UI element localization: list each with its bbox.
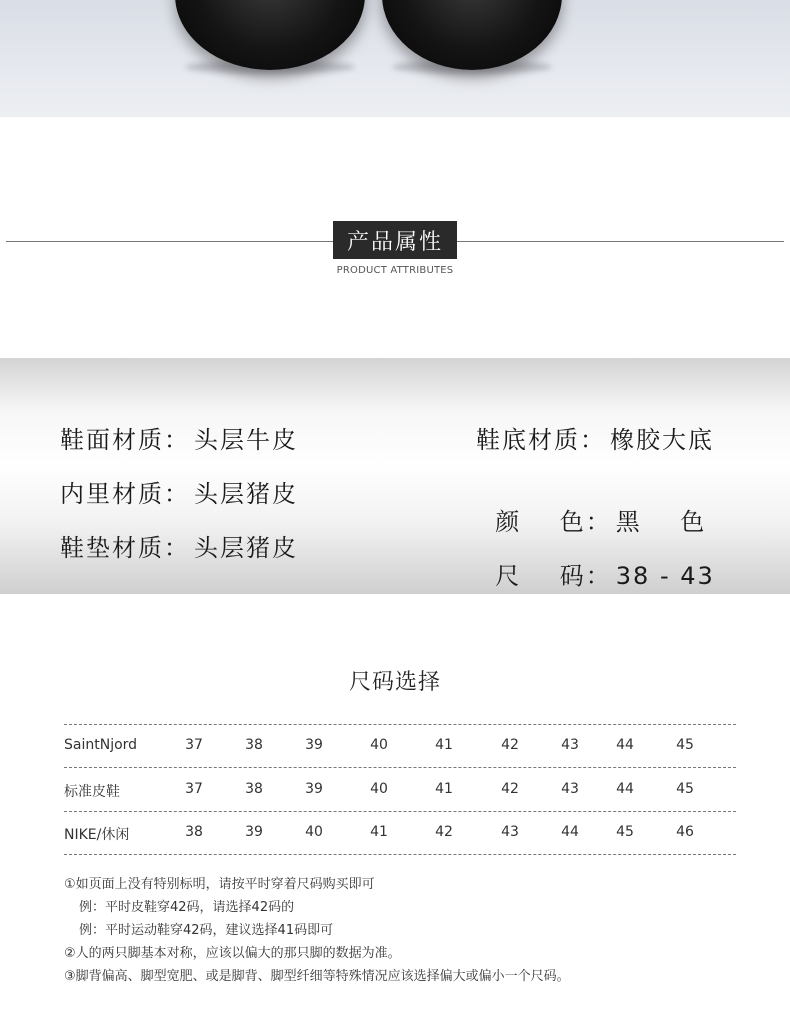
size-notes: [64, 873, 570, 988]
attr-label: 鞋垫材质：: [60, 534, 190, 562]
size-section-title: 尺码选择: [348, 670, 441, 695]
attributes-title: 产品属性: [333, 221, 457, 259]
shoe-left-image: [175, 0, 365, 70]
attr-value: 头层猪皮: [194, 534, 298, 562]
size-cell: 42: [435, 824, 453, 840]
size-cell: 38: [245, 781, 263, 797]
attr-upper-material: [60, 420, 298, 455]
attr-value: 黑 色: [615, 508, 707, 536]
attr-value: 头层猪皮: [194, 480, 298, 508]
size-cell: 37: [185, 781, 203, 797]
size-cell: 40: [370, 737, 388, 753]
size-cell: 43: [561, 781, 579, 797]
size-cell: 45: [676, 737, 694, 753]
attr-value: 头层牛皮: [194, 426, 298, 454]
size-cell: 38: [245, 737, 263, 753]
size-cell: 45: [616, 824, 634, 840]
attr-label: 颜 色：: [495, 508, 612, 536]
size-row-label: NIKE/休闲: [64, 827, 130, 843]
table-divider: [64, 724, 736, 725]
size-cell: 41: [435, 781, 453, 797]
note-line: 例：平时运动鞋穿42码，建议选择41码即可: [79, 923, 334, 938]
note-line: ③脚背偏高、脚型宽肥、或是脚背、脚型纤细等特殊情况应该选择偏大或偏小一个尺码。: [64, 969, 570, 984]
attr-label: 鞋面材质：: [60, 426, 190, 454]
attr-label: 内里材质：: [60, 480, 190, 508]
size-row-label: SaintNjord: [64, 737, 138, 753]
size-cell: 46: [676, 824, 694, 840]
attr-label: 鞋底材质：: [476, 426, 606, 454]
size-row-nike: [0, 824, 790, 846]
attr-sole-material: [476, 420, 714, 455]
size-cell: 45: [676, 781, 694, 797]
attr-size-range: [476, 528, 715, 591]
size-cell: 43: [561, 737, 579, 753]
size-cell: 42: [501, 781, 519, 797]
shoe-right-image: [382, 0, 562, 70]
size-cell: 40: [370, 781, 388, 797]
size-cell: 41: [370, 824, 388, 840]
size-cell: 38: [185, 824, 203, 840]
attributes-subtitle: PRODUCT ATTRIBUTES: [336, 265, 454, 276]
size-cell: 39: [245, 824, 263, 840]
note-line: ②人的两只脚基本对称，应该以偏大的那只脚的数据为准。: [64, 946, 401, 961]
note-line: 例：平时皮鞋穿42码，请选择42码的: [79, 900, 295, 915]
product-photo: [0, 0, 790, 117]
size-cell: 41: [435, 737, 453, 753]
attr-lining-material: [60, 474, 298, 509]
note-line: ①如页面上没有特别标明，请按平时穿着尺码购买即可: [64, 877, 375, 892]
size-row-standard: [0, 781, 790, 803]
table-divider: [64, 811, 736, 812]
size-cell: 44: [561, 824, 579, 840]
attr-label: 尺 码：: [495, 562, 612, 590]
size-row-saintnjord: [0, 737, 790, 759]
attr-value: 38 - 43: [615, 562, 715, 590]
attributes-heading: [0, 218, 790, 278]
table-divider: [64, 854, 736, 855]
attr-insole-material: [60, 528, 298, 563]
size-cell: 44: [616, 737, 634, 753]
size-row-label: 标准皮鞋: [64, 784, 120, 800]
size-cell: 39: [305, 781, 323, 797]
size-cell: 44: [616, 781, 634, 797]
size-cell: 37: [185, 737, 203, 753]
size-cell: 40: [305, 824, 323, 840]
attr-value: 橡胶大底: [610, 426, 714, 454]
size-cell: 42: [501, 737, 519, 753]
table-divider: [64, 767, 736, 768]
size-cell: 39: [305, 737, 323, 753]
size-cell: 43: [501, 824, 519, 840]
